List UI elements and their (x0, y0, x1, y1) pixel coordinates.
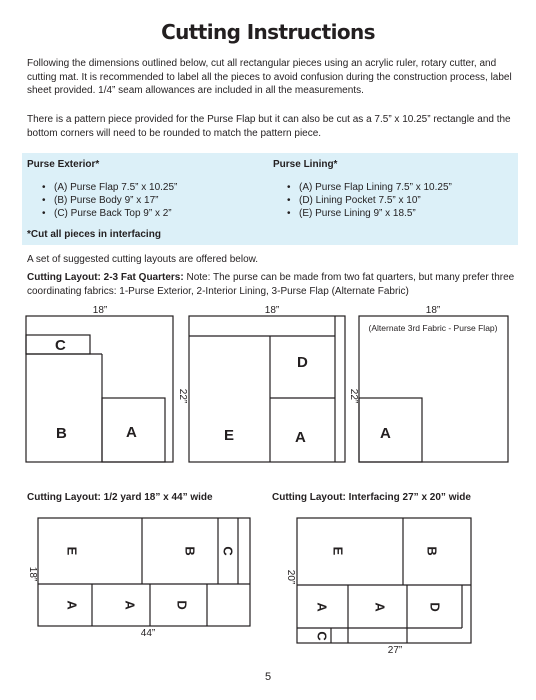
piece-e-label: E (224, 427, 235, 444)
piece-d-label: D (297, 354, 308, 371)
interfacing-height-label: 20” (285, 569, 296, 585)
half-yard-piece-c: C (220, 546, 236, 556)
piece-b-label: B (56, 425, 67, 442)
interfacing-heading: Cutting Layout: Interfacing 27” x 20” wide (272, 492, 471, 503)
interfacing-piece-c: C (314, 631, 330, 641)
list-item: • (C) Purse Back Top 9” x 2” (37, 207, 177, 220)
half-yard-heading: Cutting Layout: 1/2 yard 18” x 44” wide (27, 492, 213, 503)
list-item: • (D) Lining Pocket 7.5” x 10” (282, 194, 452, 207)
fat-quarter-heading: Cutting Layout: 2-3 Fat Quarters: (27, 272, 184, 283)
piece-c-label: C (55, 337, 66, 354)
half-yard-width-label: 44” (140, 628, 156, 639)
exterior-heading: Purse Exterior* (27, 159, 100, 170)
fat-quarter-note: Note: The purse can be made from two fat quarters, but many prefer three coordinating fabrics: 1-Purse Exterior, 2-Interior Lining, 3-Purse Flap (Alternate Fabric) (27, 272, 515, 297)
fat-quarter-2-outline (189, 316, 345, 462)
piece-a-alt-label: A (380, 425, 391, 442)
lining-heading: Purse Lining* (273, 159, 338, 170)
half-yard-height-label: 18” (27, 566, 38, 582)
fq1-width-label: 18” (92, 305, 108, 316)
half-yard-piece-b: B (182, 546, 198, 556)
pattern-note-paragraph: There is a pattern piece provided for the Purse Flap but it can also be cut as a 7.5” x 10.25” rectangle and the bottom corners will need to be rounded to match the pattern piece. (27, 114, 511, 139)
interfacing-piece-a: A (314, 602, 330, 612)
list-item: • (B) Purse Body 9” x 17” (37, 194, 177, 207)
interfacing-outline (297, 518, 471, 643)
fq2-width-label: 18” (264, 305, 280, 316)
layouts-intro: A set of suggested cutting layouts are offered below. (27, 254, 259, 265)
list-item: • (A) Purse Flap 7.5” x 10.25” (37, 181, 177, 194)
page-number: 5 (264, 671, 272, 683)
fq3-width-label: 18” (425, 305, 441, 316)
interfacing-piece-a: A (372, 602, 388, 612)
piece-a-lining-label: A (295, 429, 306, 446)
half-yard-piece-e: E (64, 546, 80, 556)
half-yard-piece-d: D (174, 600, 190, 610)
page-title: Cutting Instructions (161, 20, 375, 44)
fq1-height-label: 22” (177, 388, 188, 404)
list-item: • (E) Purse Lining 9” x 18.5” (282, 207, 452, 220)
fat-quarter-1-outline (26, 316, 173, 462)
intro-paragraph: Following the dimensions outlined below, cut all rectangular pieces using an acrylic ruler, rotary cutter, and cutting mat. It is recommended to label all the pieces to avoid confusion during the construction process, label sheet provided. 1/4” seam allowances are included in all the measurements. (27, 58, 512, 97)
interfacing-piece-b: B (424, 546, 440, 556)
fq2-height-label: 22” (348, 388, 359, 404)
half-yard-piece-a: A (122, 600, 138, 610)
alternate-fabric-label: (Alternate 3rd Fabric - Purse Flap) (368, 323, 498, 333)
interfacing-piece-e: E (330, 546, 346, 556)
interfacing-piece-d: D (427, 602, 443, 612)
list-item: • (A) Purse Flap Lining 7.5” x 10.25” (282, 181, 452, 194)
interfacing-width-label: 27” (387, 645, 403, 656)
half-yard-piece-a: A (64, 600, 80, 610)
piece-a-label: A (126, 424, 137, 441)
interfacing-note: *Cut all pieces in interfacing (27, 229, 161, 240)
